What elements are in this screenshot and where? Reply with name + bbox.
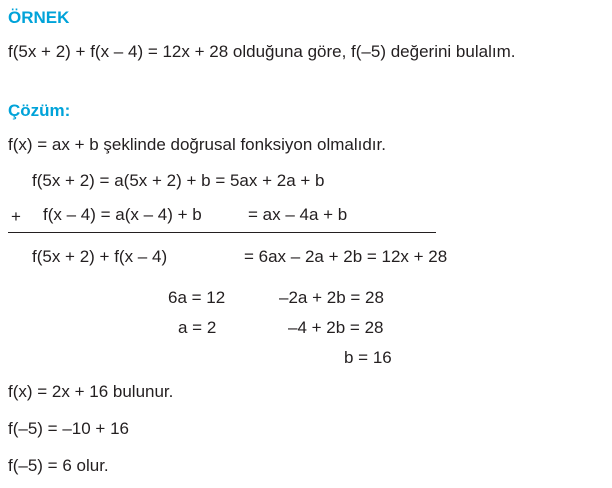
equation-f-5x-plus-2: f(5x + 2) = a(5x + 2) + b = 5ax + 2a + b xyxy=(32,171,325,190)
sum-right-side: = 6ax – 2a + 2b = 12x + 28 xyxy=(244,247,448,266)
problem-statement: f(5x + 2) + f(x – 4) = 12x + 28 olduğuna göre, f(–5) değerini bulalım. xyxy=(8,42,516,61)
result-function: f(x) = 2x + 16 bulunur. xyxy=(8,382,174,401)
plus-sign: + xyxy=(11,207,21,226)
equation-minus-4-plus-2b: –4 + 2b = 28 xyxy=(288,318,384,337)
equation-b-equals-16: b = 16 xyxy=(344,348,392,367)
result-final-value: f(–5) = 6 olur. xyxy=(8,456,109,475)
result-substitution: f(–5) = –10 + 16 xyxy=(8,419,129,438)
solution-intro: f(x) = ax + b şeklinde doğrusal fonksiyon olmalıdır. xyxy=(8,135,386,154)
example-heading: ÖRNEK xyxy=(8,8,70,27)
sum-left-side: f(5x + 2) + f(x – 4) xyxy=(32,247,168,266)
equation-f-x-minus-4-right: = ax – 4a + b xyxy=(248,205,348,224)
sum-divider-line xyxy=(8,232,436,233)
equation-f-x-minus-4-left: f(x – 4) = a(x – 4) + b xyxy=(43,205,202,224)
equation-minus-2a-plus-2b: –2a + 2b = 28 xyxy=(279,288,384,307)
equation-a-equals-2: a = 2 xyxy=(178,318,217,337)
solution-heading: Çözüm: xyxy=(8,101,71,120)
equation-6a-equals-12: 6a = 12 xyxy=(168,288,226,307)
